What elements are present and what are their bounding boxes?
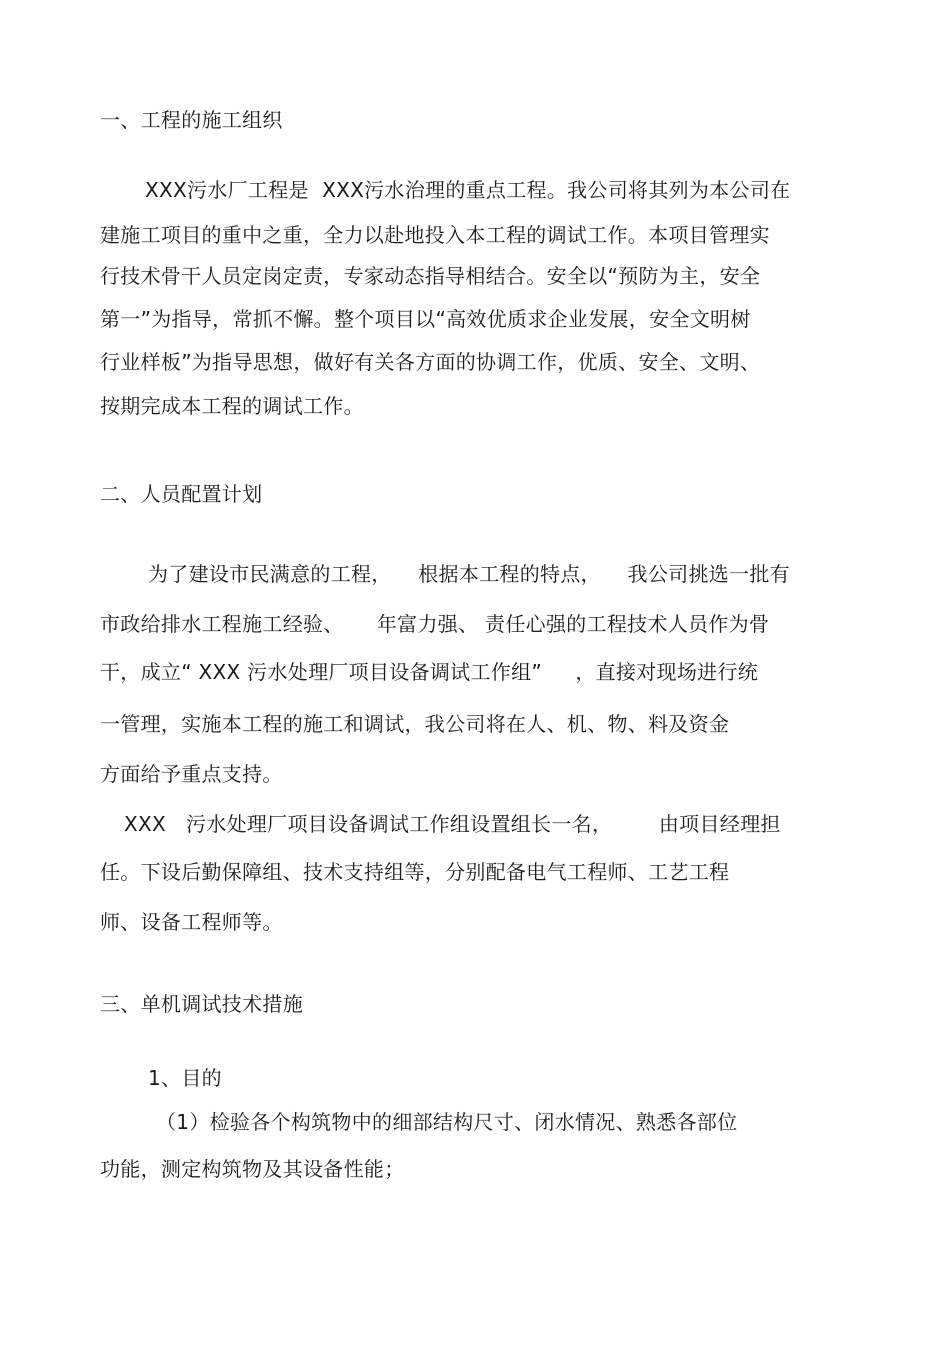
- paragraph-line: 干，成立“ XXX 污水处理厂项目设备调试工作组” ，直接对现场进行统: [100, 660, 759, 684]
- paragraph-line: 第一”为指导，常抓不懈。整个项目以“高效优质求企业发展，安全文明树: [100, 307, 751, 331]
- paragraph-line: 市政给排水工程施工经验、 年富力强、 责任心强的工程技术人员作为骨: [100, 612, 770, 636]
- section-2-heading: 二、人员配置计划: [100, 482, 263, 506]
- paragraph-line: XXX污水厂工程是 XXX污水治理的重点工程。我公司将其列为本公司在: [145, 178, 791, 202]
- paragraph-line: 功能，测定构筑物及其设备性能；: [100, 1157, 405, 1181]
- section-3-heading: 三、单机调试技术措施: [100, 992, 303, 1016]
- sub-heading: 1、目的: [148, 1066, 222, 1090]
- paragraph-line: 为了建设市民满意的工程， 根据本工程的特点， 我公司挑选一批有: [148, 562, 790, 586]
- paragraph-line: 师、设备工程师等。: [100, 910, 283, 934]
- paragraph-line: 建施工项目的重中之重，全力以赴地投入本工程的调试工作。本项目管理实: [100, 223, 770, 247]
- paragraph-line: 一管理，实施本工程的施工和调试，我公司将在人、机、物、料及资金: [100, 712, 730, 736]
- paragraph-line: XXX 污水处理厂项目设备调试工作组设置组长一名， 由项目经理担: [124, 812, 781, 836]
- paragraph-line: 方面给予重点支持。: [100, 762, 283, 786]
- paragraph-line: 行业样板”为指导思想，做好有关各方面的协调工作，优质、安全、文明、: [100, 350, 761, 374]
- section-1-heading: 一、工程的施工组织: [100, 108, 283, 132]
- paragraph-line: 行技术骨干人员定岗定责，专家动态指导相结合。安全以“预防为主，安全: [100, 264, 761, 288]
- paragraph-line: 任。下设后勤保障组、技术支持组等，分别配备电气工程师、工艺工程: [100, 860, 730, 884]
- paragraph-line: （1）检验各个构筑物中的细部结构尺寸、闭水情况、熟悉各部位: [156, 1110, 738, 1134]
- paragraph-line: 按期完成本工程的调试工作。: [100, 394, 364, 418]
